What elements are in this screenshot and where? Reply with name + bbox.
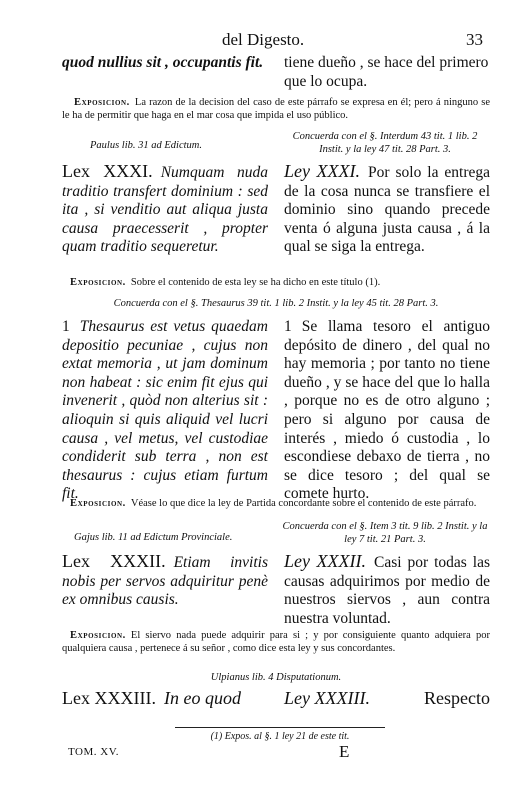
lex32-spanish xyxy=(284,552,490,628)
exposicion-text: El siervo nada puede adquirir para si ; y por consiguiente quanto adquiera por qualquiera causa , pertenece á su señor , como dice esta ley y sus concordantes. xyxy=(62,630,490,654)
page-number: 33 xyxy=(466,30,483,49)
lex32-latin-text: Etiam invitis nobis per servos adquiritur penè ex omnibus causis. xyxy=(62,554,268,609)
lex33-latin-text: In eo quod xyxy=(163,688,241,708)
exposicion-text: Véase lo que dice la ley de Partida concordante sobre el contenido de este párrafo. xyxy=(130,498,477,509)
thesaurus-latin xyxy=(62,318,268,504)
lex33-latin-head: Lex XXXIII. xyxy=(62,688,156,708)
exposicion-4 xyxy=(62,629,490,655)
volume-mark: TOM. XV. xyxy=(68,746,119,758)
footnote: (1) Expos. al §. 1 ley 21 de este tit. xyxy=(175,727,385,742)
thesaurus-concordance: Concuerda con el §. Thesaurus 39 tit. 1 lib. 2 Instit. y la ley 45 tit. 28 Part. 3. xyxy=(113,298,439,309)
lex33-spanish-head: Ley XXXIII. xyxy=(284,688,370,708)
lex33-source: Ulpianus lib. 4 Disputationum. xyxy=(210,672,342,683)
signature-mark: E xyxy=(339,742,350,761)
exposicion-text: La razon de la decision del caso de este párrafo se expresa en él; pero á ninguno se le ha de permitir que haga en el mar cosa que impida el uso público. xyxy=(62,97,490,121)
exposicion-label: Exposicion. xyxy=(70,498,126,509)
thesaurus-latin-text: Thesaurus est vetus quaedam depositio pecuniae , cujus non extat memoria , ut jam dominum non habeat : sic enim fit ejus qui invenerit , quòd non alterius sit : alioquin si quis aliquid vel lucri causa , vel metus, vel custodiae condiderit sub terra , non est thesaurus : cujus etiam furtum fit. xyxy=(62,318,268,503)
lex32-concordance: Concuerda con el §. Item 3 tit. 9 lib. 2 Instit. y la ley 7 tit. 21 Part. 3. xyxy=(282,521,488,545)
exposicion-1 xyxy=(62,96,490,122)
paragraph-number: 1 xyxy=(284,318,292,335)
lex33-latin xyxy=(62,688,268,709)
lex31-spanish-text: Por solo la entrega de la cosa nunca se transfiere el dominio sino quando precede venta ó alguna justa causa , á la qual se siga la entrega. xyxy=(284,164,490,256)
lex32-source: Gajus lib. 11 ad Edictum Provinciale. xyxy=(74,532,233,543)
lex31-latin-head: Lex XXXI. xyxy=(62,161,153,181)
thesaurus-spanish xyxy=(284,318,490,504)
lex31-latin-text: Numquam nuda traditio transfert dominium : sed ita , si venditio aut aliqua justa causa praecesserit , propter quam traditio sequeretur. xyxy=(62,164,268,256)
exposicion-label: Exposicion. xyxy=(70,630,126,641)
top-latin-continuation: quod nullius sit , occupantis fit. xyxy=(62,54,264,71)
lex32-latin xyxy=(62,552,268,628)
top-spanish-continuation: tiene dueño , se hace del primero que lo ocupa. xyxy=(284,54,489,90)
lex32-latin-head: Lex XXXII. xyxy=(62,551,166,571)
lex31-latin xyxy=(62,162,268,257)
exposicion-text: Sobre el contenido de esta ley se ha dicho en este título (1). xyxy=(130,277,381,288)
lex33-spanish-text: Respecto xyxy=(424,688,490,708)
thesaurus-spanish-text: Se llama tesoro el antiguo depósito de dinero , del qual no hay memoria ; por tanto no tiene dueño , y se hace del que lo halla , porque no es de otro alguno ; pero si alguno por causa de interés , miedo ó custodia , lo escondiese debaxo de tierra , no se dice tesoro ; del qual se comete hurto. xyxy=(284,318,490,503)
exposicion-3 xyxy=(62,497,490,510)
lex31-spanish-head: Ley XXXI. xyxy=(284,161,361,181)
exposicion-label: Exposicion. xyxy=(70,277,126,288)
lex31-spanish xyxy=(284,162,490,257)
lex31-source: Paulus lib. 31 ad Edictum. xyxy=(90,140,202,151)
paragraph-number: 1 xyxy=(62,318,70,335)
lex32-spanish-text: Casi por todas las causas adquirimos por medio de nuestros siervos , aun contra nuestra voluntad. xyxy=(284,554,490,627)
exposicion-2 xyxy=(62,276,490,289)
running-title: del Digesto. xyxy=(222,30,305,49)
lex32-spanish-head: Ley XXXII. xyxy=(284,551,367,571)
lex33-spanish xyxy=(284,688,490,709)
lex31-concordance: Concuerda con el §. Interdum 43 tit. 1 lib. 2 Instit. y la ley 47 tit. 28 Part. 3. xyxy=(292,131,478,155)
exposicion-label: Exposicion. xyxy=(74,97,130,108)
